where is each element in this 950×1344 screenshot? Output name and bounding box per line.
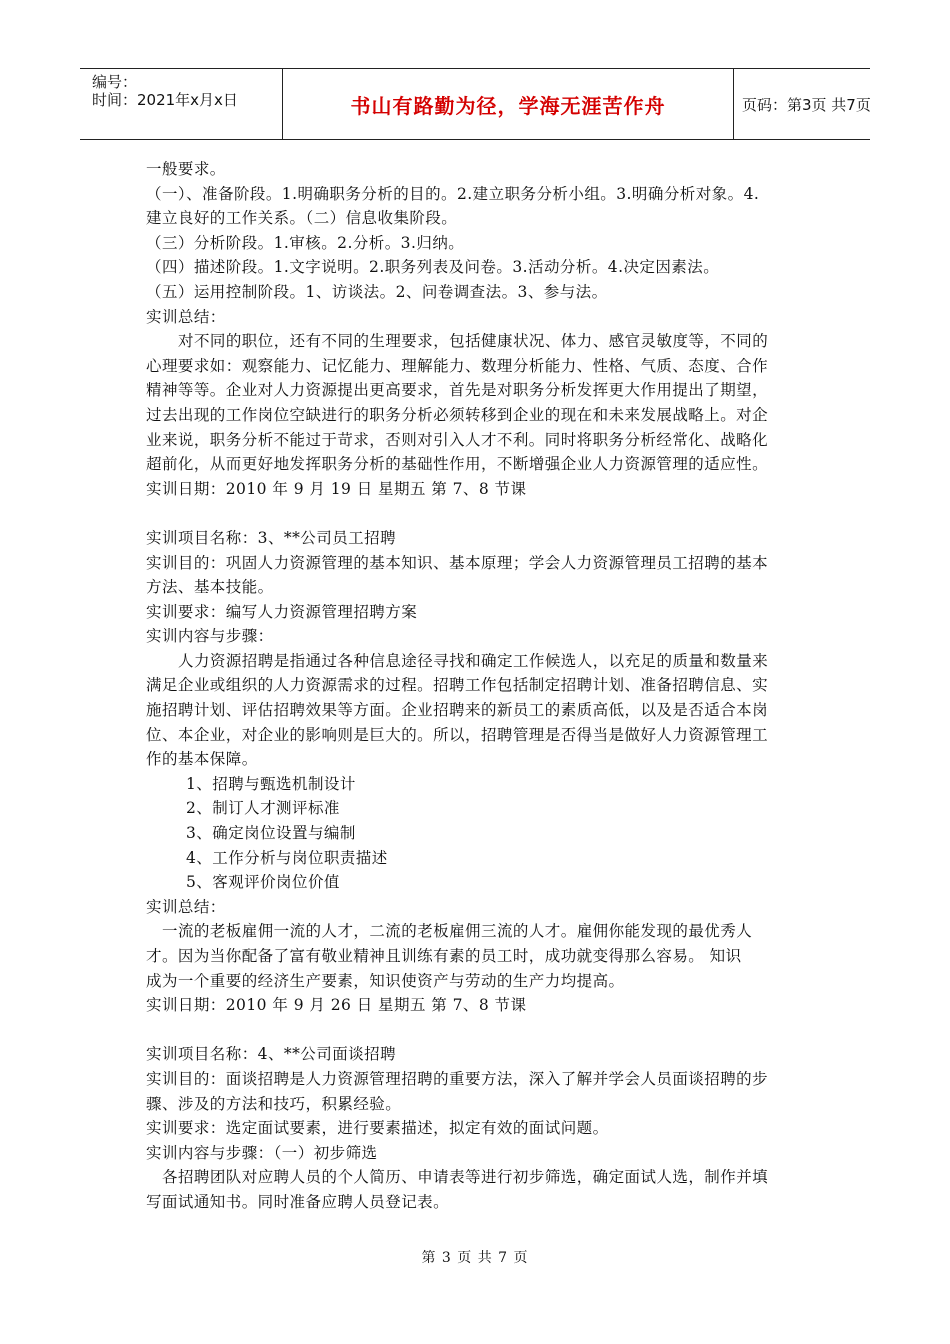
body-text-line: 成为一个重要的经济生产要素，知识使资产与劳动的生产力均提高。	[146, 971, 625, 990]
header-motto: 书山有路勤为径，学海无涯苦作舟	[350, 93, 666, 118]
body-text-line: 实训总结：	[146, 307, 226, 326]
body-text-line: 一般要求。	[146, 160, 226, 178]
body-text-line: 过去出现的工作岗位空缺进行的职务分析必须转移到企业的现在和未来发展战略上。对企	[146, 405, 769, 424]
body-text-line: 人力资源招聘是指通过各种信息途径寻找和确定工作候选人，以充足的质量和数量来	[178, 651, 769, 670]
body-text-line: 满足企业或组织的人力资源需求的过程。招聘工作包括制定招聘计划、准备招聘信息、实	[146, 676, 769, 695]
body-text-line: 写面试通知书。同时准备应聘人员登记表。	[146, 1192, 450, 1211]
header-number-label: 编号：	[92, 73, 138, 91]
header-meta-cell	[80, 69, 283, 139]
body-text-line: 对不同的职位，还有不同的生理要求，包括健康状况、体力、感官灵敏度等，不同的	[178, 332, 769, 351]
body-text-line: 心理要求如：观察能力、记忆能力、理解能力、数理分析能力、性格、气质、态度、合作	[146, 356, 769, 375]
body-text-line: （四）描述阶段。1.文字说明。2.职务列表及问卷。3.活动分析。4.决定因素法。	[146, 258, 720, 277]
body-text-line: 精神等等。企业对人力资源提出更高要求，首先是对职务分析发挥更大作用提出了期望，	[146, 381, 769, 400]
body-text-line: 一流的老板雇佣一流的人才，二流的老板雇佣三流的人才。雇佣你能发现的最优秀人	[162, 922, 753, 941]
header-motto-cell	[283, 69, 734, 139]
body-text-line: 2、制订人才测评标准	[186, 799, 340, 818]
body-text-line: 实训项目名称：3、**公司员工招聘	[146, 528, 397, 547]
body-text-line: 5、客观评价岗位价值	[186, 873, 340, 892]
body-text-line: 实训内容与步骤：	[146, 627, 274, 646]
body-text-line: 骤、涉及的方法和技巧，积累经验。	[146, 1094, 402, 1113]
body-text-line: （一）、准备阶段。1.明确职务分析的目的。2.建立职务分析小组。3.明确分析对象。4.	[146, 184, 760, 203]
body-text-line: 实训要求：编写人力资源管理招聘方案	[146, 602, 418, 621]
header-page-cell	[734, 69, 870, 139]
body-text-line: 实训目的：巩固人力资源管理的基本知识、基本原理；学会人力资源管理员工招聘的基本	[146, 553, 769, 572]
page-footer: 第 3 页 共 7 页	[421, 1250, 529, 1266]
body-text-line: 位、本企业，对企业的影响则是巨大的。所以，招聘管理是否得当是做好人力资源管理工	[146, 725, 769, 744]
body-text-line: 实训日期：2010 年 9 月 26 日 星期五 第 7、8 节课	[146, 996, 527, 1015]
body-text-line: 作的基本保障。	[146, 750, 258, 769]
body-text-line: 方法、基本技能。	[146, 578, 274, 597]
body-text-line: 实训日期：2010 年 9 月 19 日 星期五 第 7、8 节课	[146, 479, 527, 498]
blank-line	[146, 1018, 814, 1043]
body-text-line: 4、工作分析与岗位职责描述	[186, 848, 388, 867]
body-text-line: 3、确定岗位设置与编制	[186, 824, 356, 843]
body-text-line: 施招聘计划、评估招聘效果等方面。企业招聘来的新员工的素质高低，以及是否适合本岗	[146, 701, 769, 720]
document-header	[80, 68, 870, 140]
blank-line	[146, 501, 814, 526]
body-text-line: （五）运用控制阶段。1、访谈法。2、问卷调查法。3、参与法。	[146, 282, 608, 301]
body-text-line: 实训总结：	[146, 897, 226, 916]
body-text-line: 超前化，从而更好地发挥职务分析的基础性作用，不断增强企业人力资源管理的适应性。	[146, 455, 769, 474]
body-text-line: 实训内容与步骤：（一）初步筛选	[146, 1143, 378, 1162]
body-text-line: 才。因为当你配备了富有敬业精神且训练有素的员工时，成功就变得那么容易。 知识	[146, 947, 742, 965]
body-text-line: 各招聘团队对应聘人员的个人简历、申请表等进行初步筛选，确定面试人选，制作并填	[162, 1168, 769, 1187]
header-page-label: 页码：第3页 共7页	[742, 95, 871, 114]
header-date-label: 时间：2021年x月x日	[92, 91, 238, 109]
body-text-line: 实训目的：面谈招聘是人力资源管理招聘的重要方法，深入了解并学会人员面谈招聘的步	[146, 1069, 769, 1088]
body-text-line: 业来说，职务分析不能过于苛求，否则对引入人才不利。同时将职务分析经常化、战略化	[146, 430, 769, 449]
body-text-line: 建立良好的工作关系。（二）信息收集阶段。	[146, 209, 458, 228]
body-text-line: 实训项目名称：4、**公司面谈招聘	[146, 1045, 397, 1064]
body-text-line: （三）分析阶段。1.审核。2.分析。3.归纳。	[146, 233, 465, 252]
body-text-line: 实训要求：选定面试要素，进行要素描述，拟定有效的面试问题。	[146, 1119, 609, 1138]
document-body	[146, 157, 814, 1215]
body-text-line: 1、招聘与甄选机制设计	[186, 774, 356, 793]
